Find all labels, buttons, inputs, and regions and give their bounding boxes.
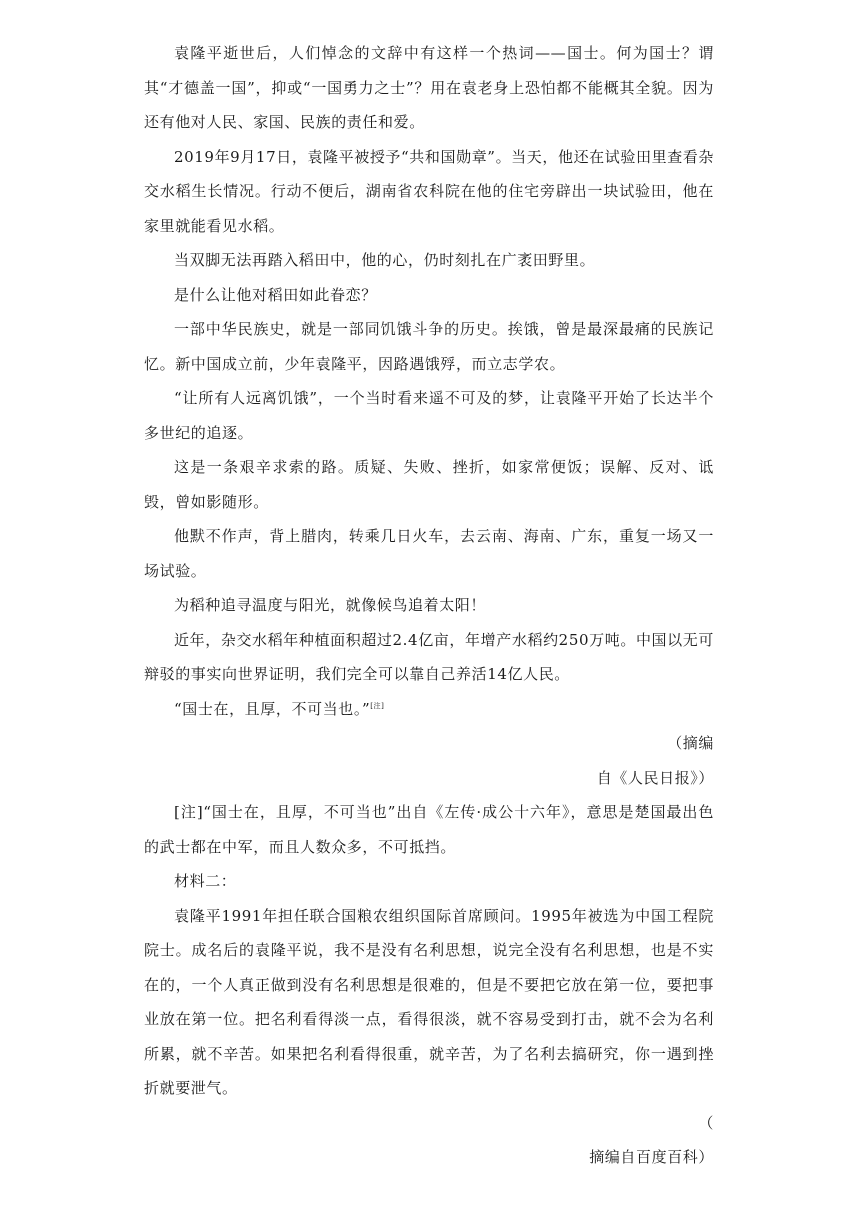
quote-text: “国士在，且厚，不可当也。” [174,699,371,718]
footnote-marker: [注] [370,701,385,710]
source-2-line-b: 摘编自百度百科） [589,1148,714,1166]
paragraph-3: 当双脚无法再踏入稻田中，他的心，仍时刻扎在广袤田野里。 [174,251,596,269]
source-2-line-a: （ [698,1113,714,1132]
paragraph-4: 是什么让他对稻田如此眷恋？ [174,285,377,304]
paragraph-7: 这是一条艰辛求索的路。质疑、失败、挫折，如家常便饭；误解、反对、诋毁，曾如影随形。 [144,458,714,511]
paragraph-6: “让所有人远离饥饿”，一个当时看来遥不可及的梦，让袁隆平开始了长达半个多世纪的追逐。 [144,389,714,442]
document-page [144,36,714,1175]
paragraph-11 [144,692,714,727]
paragraph-9: 为稻种追寻温度与阳光，就像候鸟追着太阳！ [174,596,487,614]
paragraph-10: 近年，杂交水稻年种植面积超过2.4亿亩，年增产水稻约250万吨。中国以无可辩驳的事实向世界证明，我们完全可以靠自己养活14亿人民。 [144,630,714,683]
paragraph-2: 2019年9月17日，袁隆平被授予“共和国勋章”。当天，他还在试验田里查看杂交水稻生长情况。行动不便后，湖南省农科院在他的住宅旁辟出一块试验田，他在家里就能看见水稻。 [144,147,714,235]
material-two-label: 材料二： [174,872,237,890]
source-1-line-a: （摘编 [667,734,714,752]
footnote: [注]“国士在，且厚，不可当也”出自《左传·成公十六年》，意思是楚国最出色的武士都在中军，而且人数众多，不可抵挡。 [144,803,714,856]
source-1-line-b: 自《人民日报》） [596,768,714,787]
paragraph-1: 袁隆平逝世后，人们悼念的文辞中有这样一个热词——国士。何为国士？谓其“才德盖一国”，抑或“一国勇力之士”？用在袁老身上恐怕都不能概其全貌。因为还有他对人民、家国、民族的责任和爱。 [144,44,714,131]
paragraph-5: 一部中华民族史，就是一部同饥饿斗争的历史。挨饿，曾是最深最痛的民族记忆。新中国成立前，少年袁隆平，因路遇饿殍，而立志学农。 [144,320,714,373]
material-two-paragraph: 袁隆平1991年担任联合国粮农组织国际首席顾问。1995年被选为中国工程院院士。成名后的袁隆平说，我不是没有名利思想，说完全没有名利思想，也是不实在的，一个人真正做到没有名利思想是很难的，但是不要把它放在第一位，要把事业放在第一位。把名利看得淡一点，看得很淡，就不容易受到打击，就不会为名利所累，就不辛苦。如果把名利看得很重，就辛苦，为了名利去搞研究，你一遇到挫折就要泄气。 [144,906,714,1097]
paragraph-8: 他默不作声，背上腊肉，转乘几日火车，去云南、海南、广东，重复一场又一场试验。 [144,527,714,580]
